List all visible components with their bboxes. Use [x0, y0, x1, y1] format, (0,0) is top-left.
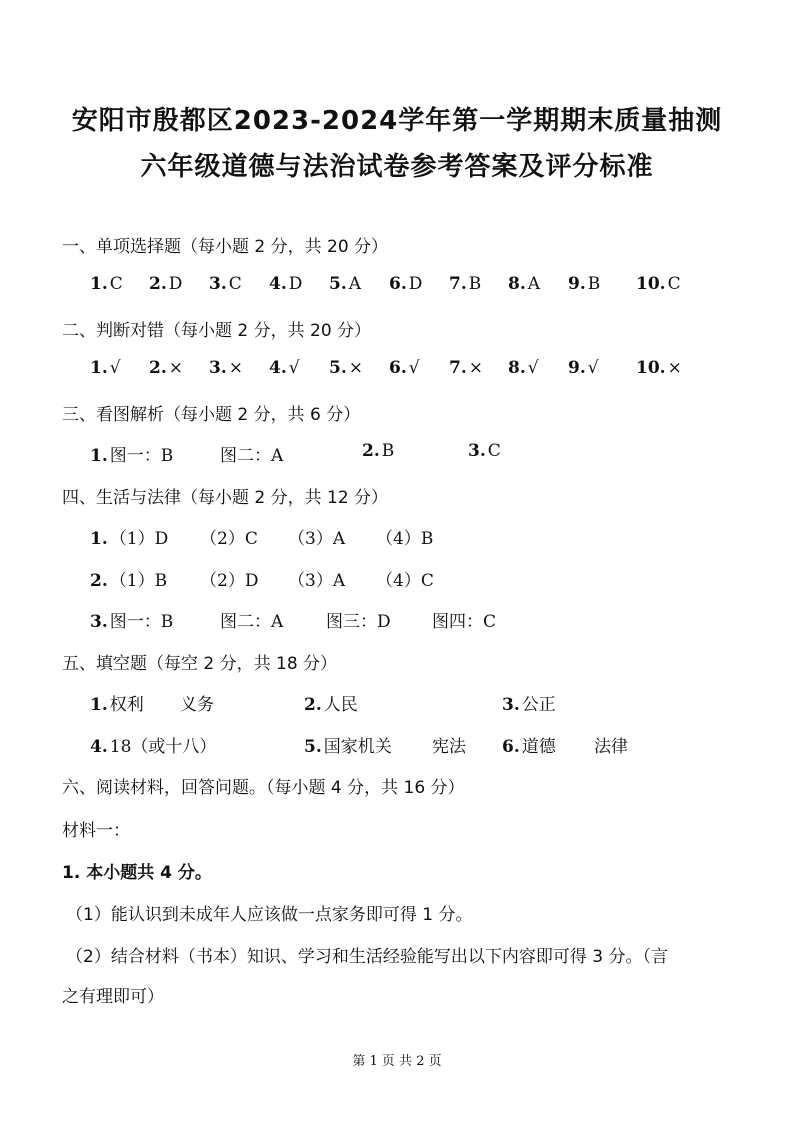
answer-value: × — [168, 358, 183, 378]
question-number: 2. — [362, 441, 380, 461]
answer-value: √ — [527, 358, 539, 378]
answer-item — [376, 566, 434, 591]
question-number: 2. — [149, 358, 167, 378]
answer-item — [502, 690, 556, 715]
section-heading-5: 五、填空题（每空 2 分，共 18 分） — [62, 654, 338, 674]
answer-value: （1）D — [109, 529, 169, 549]
question-number: 6. — [389, 358, 407, 378]
question-number: 3. — [209, 358, 227, 378]
page-footer: 第 1 页 共 2 页 — [352, 1054, 442, 1069]
answer-value: 图一：B — [109, 612, 174, 632]
answer-value: D — [408, 274, 423, 294]
answer-value: （4）B — [376, 529, 434, 549]
answer-value: C — [109, 274, 123, 294]
answer-value: （2）D — [200, 571, 259, 591]
answer-value: 国家机关 — [323, 737, 392, 757]
question-1-heading: 1. 本小题共 4 分。 — [62, 863, 212, 883]
answer-item — [220, 607, 283, 632]
scoring-point-2-cont: 之有理即可） — [62, 987, 164, 1007]
answer-value: × — [468, 358, 483, 378]
answer-value: 图二：A — [220, 446, 284, 466]
answer-item — [568, 358, 599, 378]
answer-item — [269, 358, 300, 378]
answer-item — [326, 607, 391, 632]
answer-item — [508, 358, 539, 378]
answer-value: （1）B — [109, 571, 168, 591]
answer-value: D — [168, 274, 183, 294]
answer-value: （3）A — [288, 529, 346, 549]
question-number: 1. — [90, 529, 108, 549]
scoring-point-2: （2）结合材料（书本）知识、学习和生活经验能写出以下内容即可得 3 分。（言 — [66, 947, 668, 967]
answer-value: × — [228, 358, 243, 378]
answer-value: 道德 — [521, 737, 556, 757]
answer-item — [288, 524, 345, 549]
answer-item — [90, 274, 123, 294]
question-number: 9. — [568, 274, 586, 294]
answer-item — [329, 358, 363, 378]
answer-item — [288, 566, 345, 591]
question-number: 3. — [468, 441, 486, 461]
answer-item — [90, 607, 173, 632]
answer-item — [376, 524, 433, 549]
answer-value: 权利 — [109, 695, 144, 715]
answer-item — [594, 732, 628, 757]
answer-item — [636, 274, 681, 294]
answer-item — [220, 441, 283, 466]
answer-value: 法律 — [594, 737, 628, 757]
answer-value: 人民 — [323, 695, 358, 715]
question-number: 1. — [90, 274, 108, 294]
answer-item — [90, 566, 167, 591]
section-heading-4: 四、生活与法律（每小题 2 分，共 12 分） — [62, 488, 389, 508]
answer-item — [636, 358, 682, 378]
section-heading-6: 六、阅读材料，回答问题。（每小题 4 分，共 16 分） — [62, 778, 465, 798]
question-number: 8. — [508, 358, 526, 378]
answer-item — [389, 274, 422, 294]
question-number: 1. — [90, 446, 108, 466]
answer-item — [90, 690, 144, 715]
question-number: 4. — [269, 274, 287, 294]
answer-value: √ — [109, 358, 121, 378]
question-number: 4. — [269, 358, 287, 378]
answer-item — [209, 358, 243, 378]
answer-item — [502, 732, 556, 757]
answer-item — [90, 732, 216, 757]
answer-item — [304, 732, 392, 757]
question-number: 2. — [149, 274, 167, 294]
answer-item — [432, 732, 466, 757]
answer-item — [389, 358, 420, 378]
answer-item — [200, 524, 258, 549]
answer-value: 宪法 — [432, 737, 466, 757]
answer-value: （2）C — [200, 529, 258, 549]
question-number: 7. — [449, 274, 467, 294]
answer-item — [200, 566, 258, 591]
question-number: 10. — [636, 358, 666, 378]
answer-value: （4）C — [376, 571, 434, 591]
answer-value: C — [228, 274, 242, 294]
question-number: 1. — [90, 358, 108, 378]
answer-value: × — [667, 358, 682, 378]
section-heading-2: 二、判断对错（每小题 2 分，共 20 分） — [62, 321, 372, 341]
answer-value: √ — [587, 358, 599, 378]
answer-value: × — [348, 358, 363, 378]
answer-item — [432, 607, 496, 632]
question-number: 3. — [209, 274, 227, 294]
question-number: 5. — [304, 737, 322, 757]
answer-value: D — [288, 274, 303, 294]
answer-value: √ — [288, 358, 300, 378]
answer-value: （3）A — [288, 571, 346, 591]
page-title-line2: 六年级道德与法治试卷参考答案及评分标准 — [140, 152, 654, 182]
question-number: 3. — [502, 695, 520, 715]
answer-item — [90, 358, 121, 378]
question-number: 2. — [304, 695, 322, 715]
answer-item — [362, 441, 394, 461]
answer-item — [269, 274, 302, 294]
answer-item — [209, 274, 242, 294]
answer-item — [304, 690, 358, 715]
answer-value: 公正 — [521, 695, 556, 715]
scoring-point-1: （1）能认识到未成年人应该做一点家务即可得 1 分。 — [66, 905, 473, 925]
answer-value: C — [667, 274, 681, 294]
question-number: 6. — [389, 274, 407, 294]
material-label: 材料一： — [62, 821, 130, 841]
answer-item — [329, 274, 361, 294]
answer-value: 图四：C — [432, 612, 497, 632]
answer-item — [568, 274, 600, 294]
page-title-line1: 安阳市殷都区2023-2024学年第一学期期末质量抽测 — [71, 106, 723, 136]
question-number: 3. — [90, 612, 108, 632]
answer-item — [449, 274, 481, 294]
question-number: 1. — [90, 695, 108, 715]
answer-item — [149, 358, 183, 378]
answer-value: C — [487, 441, 501, 461]
question-number: 5. — [329, 358, 347, 378]
answer-value: 图一：B — [109, 446, 174, 466]
answer-value: A — [527, 274, 541, 294]
answer-item — [149, 274, 182, 294]
answer-value: 18（或十八） — [109, 737, 217, 757]
question-number: 9. — [568, 358, 586, 378]
question-number: 7. — [449, 358, 467, 378]
answer-value: B — [587, 274, 601, 294]
answer-item — [508, 274, 540, 294]
answer-item — [449, 358, 483, 378]
question-number: 6. — [502, 737, 520, 757]
answer-value: B — [468, 274, 482, 294]
question-number: 4. — [90, 737, 108, 757]
answer-value: 图二：A — [220, 612, 284, 632]
answer-item — [468, 441, 501, 461]
answer-item — [90, 441, 173, 466]
answer-item — [180, 690, 214, 715]
answer-value: A — [348, 274, 362, 294]
answer-value: B — [381, 441, 395, 461]
question-number: 5. — [329, 274, 347, 294]
section-heading-1: 一、单项选择题（每小题 2 分，共 20 分） — [62, 237, 389, 257]
answer-item — [90, 524, 168, 549]
answer-value: 义务 — [180, 695, 214, 715]
answer-value: 图三：D — [326, 612, 391, 632]
question-number: 10. — [636, 274, 666, 294]
question-number: 8. — [508, 274, 526, 294]
answer-value: √ — [408, 358, 420, 378]
section-heading-3: 三、看图解析（每小题 2 分，共 6 分） — [62, 405, 361, 425]
question-number: 2. — [90, 571, 108, 591]
